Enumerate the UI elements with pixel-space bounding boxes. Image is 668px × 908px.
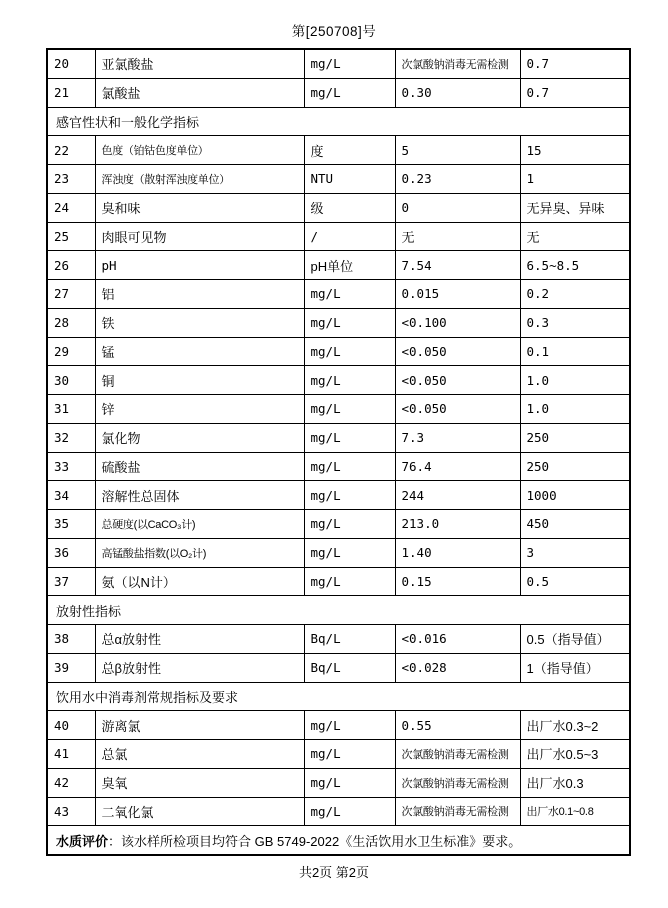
cell-measured-value-text: 0.015 [401,286,440,302]
cell-indicator-name-text: 二氧化氯 [101,804,154,820]
cell-limit-value-text: 15 [526,142,542,158]
cell-measured-value [395,337,520,366]
evaluation-label: 水质评价 [56,833,109,849]
cell-index [47,49,95,78]
cell-limit-value-text: 0.2 [526,286,550,302]
cell-limit-value-text: 250 [526,458,550,474]
cell-index-text: 34 [54,487,70,503]
cell-measured-value-text: <0.100 [401,315,447,331]
cell-index-text: 33 [54,458,70,474]
cell-unit-text: NTU [310,171,334,187]
cell-limit-value [520,78,630,107]
cell-index-text: 28 [54,315,70,331]
cell-measured-value [395,797,520,826]
table-body [47,49,630,855]
cell-limit-value [520,625,630,654]
cell-index-text: 38 [54,631,70,647]
cell-unit [304,280,395,309]
cell-limit-value-text: 出厂水0.5~3 [526,747,599,763]
cell-limit-value [520,280,630,309]
cell-indicator-name [95,165,304,194]
cell-unit-text: mg/L [310,717,341,733]
cell-index [47,165,95,194]
cell-indicator-name-text: 臭氧 [101,776,128,792]
cell-indicator-name [95,78,304,107]
cell-limit-value-text: 出厂水0.3~2 [526,718,599,734]
cell-limit-value [520,481,630,510]
cell-measured-value [395,481,520,510]
cell-indicator-name [95,538,304,567]
table-row [47,423,630,452]
cell-index [47,653,95,682]
cell-indicator-name [95,280,304,309]
cell-unit-text: mg/L [310,573,341,589]
cell-index [47,625,95,654]
cell-unit-text: 度 [310,143,324,159]
cell-unit-text: mg/L [310,401,341,417]
cell-index-text: 21 [54,85,70,101]
cell-measured-value-text: 7.3 [401,430,425,446]
table-row [47,768,630,797]
cell-indicator-name [95,797,304,826]
cell-unit [304,711,395,740]
cell-measured-value-text: 0 [401,200,410,216]
section-header: 饮用水中消毒剂常规指标及要求 [47,682,630,711]
cell-index [47,481,95,510]
cell-index [47,366,95,395]
cell-indicator-name-text: 亚氯酸盐 [101,57,154,73]
cell-index-text: 31 [54,401,70,417]
cell-indicator-name-text: 溶解性总固体 [101,488,180,504]
cell-limit-value [520,768,630,797]
cell-indicator-name [95,193,304,222]
evaluation-row [47,826,630,855]
cell-index [47,395,95,424]
cell-measured-value [395,280,520,309]
cell-measured-value [395,538,520,567]
cell-indicator-name-text: 总硬度(以CaCO₃计) [101,518,196,531]
cell-limit-value-text: 出厂水0.3 [526,776,584,792]
cell-unit [304,222,395,251]
cell-indicator-name [95,423,304,452]
cell-unit-text: mg/L [310,746,341,762]
cell-index [47,740,95,769]
table-row [47,538,630,567]
cell-measured-value [395,366,520,395]
cell-unit [304,165,395,194]
cell-measured-value-text: 次氯酸钠消毒无需检测 [401,777,509,790]
cell-limit-value [520,797,630,826]
table-row [47,567,630,596]
cell-limit-value-text: 无 [526,229,540,245]
cell-measured-value-text: <0.050 [401,372,447,388]
cell-measured-value-text: 次氯酸钠消毒无需检测 [401,748,509,761]
cell-indicator-name-text: 色度（铂钴色度单位） [101,145,209,158]
cell-indicator-name [95,251,304,280]
table-row [47,711,630,740]
cell-unit [304,395,395,424]
cell-limit-value [520,653,630,682]
cell-unit [304,452,395,481]
cell-limit-value-text: 0.7 [526,56,550,72]
cell-measured-value-text: 0.55 [401,717,432,733]
cell-limit-value-text: 1000 [526,487,557,503]
cell-unit [304,49,395,78]
cell-limit-value [520,423,630,452]
cell-indicator-name [95,653,304,682]
cell-unit-text: mg/L [310,775,341,791]
section-row [47,682,630,711]
cell-measured-value-text: 76.4 [401,458,432,474]
cell-index [47,251,95,280]
table-row [47,740,630,769]
cell-indicator-name [95,452,304,481]
cell-unit-text: 级 [310,201,324,217]
cell-limit-value [520,49,630,78]
cell-measured-value-text: <0.016 [401,631,447,647]
cell-index-text: 35 [54,516,70,532]
cell-index-text: 22 [54,142,70,158]
cell-limit-value [520,711,630,740]
cell-limit-value-text: 1.0 [526,401,550,417]
section-row [47,107,630,136]
cell-measured-value-text: 7.54 [401,257,432,273]
cell-index [47,337,95,366]
cell-index [47,510,95,539]
table-row [47,222,630,251]
cell-index-text: 24 [54,200,70,216]
cell-limit-value-text: 0.7 [526,85,550,101]
section-header: 感官性状和一般化学指标 [47,107,630,136]
cell-limit-value [520,395,630,424]
table-row [47,193,630,222]
cell-indicator-name [95,625,304,654]
cell-limit-value-text: 1 [526,171,535,187]
cell-measured-value [395,653,520,682]
cell-measured-value [395,308,520,337]
cell-unit [304,740,395,769]
table-row [47,625,630,654]
cell-indicator-name-text: pH [101,257,117,273]
cell-measured-value [395,222,520,251]
cell-measured-value-text: 213.0 [401,516,440,532]
cell-limit-value [520,366,630,395]
cell-indicator-name [95,308,304,337]
table-row [47,49,630,78]
cell-measured-value-text: <0.028 [401,660,447,676]
page-footer: 共2页 第2页 [298,865,370,880]
evaluation-text: ：该水样所检项目均符合 GB 5749-2022《生活饮用水卫生标准》要求。 [108,833,522,849]
cell-indicator-name-text: 高锰酸盐指数(以O₂计) [101,547,207,560]
cell-indicator-name [95,740,304,769]
cell-indicator-name-text: 肉眼可见物 [101,229,167,245]
cell-limit-value-text: 3 [526,545,535,561]
cell-unit [304,337,395,366]
cell-index-text: 42 [54,775,70,791]
cell-unit [304,366,395,395]
cell-indicator-name-text: 氨（以N计） [101,574,176,590]
cell-index [47,567,95,596]
cell-limit-value-text: 1（指导值） [526,661,599,677]
cell-measured-value-text: 次氯酸钠消毒无需检测 [401,806,509,819]
cell-unit-text: mg/L [310,803,341,819]
cell-indicator-name [95,711,304,740]
cell-indicator-name-text: 浑浊度（散射浑浊度单位） [101,173,230,186]
cell-index [47,193,95,222]
cell-index [47,78,95,107]
cell-unit [304,538,395,567]
cell-measured-value [395,625,520,654]
cell-index-text: 36 [54,545,70,561]
cell-index [47,768,95,797]
cell-indicator-name-text: 总β放射性 [101,661,161,677]
cell-measured-value [395,423,520,452]
cell-limit-value [520,740,630,769]
cell-index-text: 39 [54,660,70,676]
cell-measured-value-text: 5 [401,142,410,158]
cell-measured-value [395,136,520,165]
cell-indicator-name-text: 臭和味 [101,201,141,217]
cell-unit-text: Bq/L [310,660,341,676]
cell-measured-value-text: 次氯酸钠消毒无需检测 [401,58,509,71]
cell-limit-value [520,136,630,165]
cell-indicator-name [95,49,304,78]
cell-limit-value-text: 0.3 [526,315,550,331]
cell-unit [304,510,395,539]
cell-index [47,222,95,251]
cell-limit-value-text: 0.5 [526,573,550,589]
cell-measured-value-text: 0.15 [401,573,432,589]
table-row [47,653,630,682]
cell-measured-value [395,567,520,596]
cell-limit-value [520,538,630,567]
cell-unit [304,423,395,452]
cell-index-text: 32 [54,430,70,446]
cell-indicator-name-text: 锌 [101,402,115,418]
cell-unit-text: mg/L [310,315,341,331]
cell-unit [304,797,395,826]
cell-measured-value [395,395,520,424]
section-row [47,596,630,625]
cell-measured-value-text: <0.050 [401,401,447,417]
table-row [47,481,630,510]
cell-index-text: 20 [54,56,70,72]
cell-index [47,280,95,309]
cell-unit [304,625,395,654]
table-row [47,510,630,539]
cell-unit [304,78,395,107]
cell-indicator-name-text: 铁 [101,316,115,332]
cell-limit-value [520,567,630,596]
cell-unit-text: mg/L [310,343,341,359]
cell-unit [304,653,395,682]
cell-limit-value [520,308,630,337]
cell-unit-text: mg/L [310,56,341,72]
cell-indicator-name [95,366,304,395]
cell-unit-text: mg/L [310,516,341,532]
cell-index-text: 23 [54,171,70,187]
cell-indicator-name [95,481,304,510]
cell-limit-value [520,337,630,366]
cell-index [47,797,95,826]
cell-unit [304,567,395,596]
cell-index-text: 25 [54,228,70,244]
table-row [47,366,630,395]
table-row [47,251,630,280]
cell-limit-value [520,510,630,539]
cell-unit [304,193,395,222]
cell-indicator-name [95,768,304,797]
cell-limit-value-text: 250 [526,430,550,446]
cell-measured-value [395,740,520,769]
cell-limit-value [520,222,630,251]
cell-index [47,452,95,481]
cell-limit-value-text: 6.5~8.5 [526,257,580,273]
table-row [47,136,630,165]
table-row [47,452,630,481]
cell-limit-value [520,452,630,481]
cell-index-text: 29 [54,343,70,359]
cell-unit-text: Bq/L [310,631,341,647]
cell-index [47,136,95,165]
table-row [47,78,630,107]
water-quality-table [46,48,631,856]
cell-indicator-name-text: 氯化物 [101,431,141,447]
table-row [47,308,630,337]
cell-unit [304,251,395,280]
cell-indicator-name [95,222,304,251]
document-number-title: 第[250708]号 [291,24,377,39]
cell-indicator-name [95,136,304,165]
cell-unit-text: mg/L [310,458,341,474]
cell-index [47,538,95,567]
cell-measured-value [395,510,520,539]
cell-unit-text: mg/L [310,545,341,561]
table-row [47,337,630,366]
cell-measured-value-text: <0.050 [401,343,447,359]
cell-measured-value [395,78,520,107]
cell-index [47,423,95,452]
cell-limit-value-text: 出厂水0.1~0.8 [526,806,594,819]
cell-indicator-name [95,510,304,539]
cell-measured-value [395,165,520,194]
table-row [47,797,630,826]
cell-index-text: 26 [54,257,70,273]
cell-measured-value [395,251,520,280]
section-header: 放射性指标 [47,596,630,625]
cell-indicator-name-text: 铝 [101,287,115,303]
cell-indicator-name-text: 铜 [101,373,115,389]
cell-unit-text: mg/L [310,286,341,302]
cell-index-text: 43 [54,803,70,819]
cell-limit-value-text: 0.5（指导值） [526,632,610,648]
cell-measured-value [395,49,520,78]
cell-measured-value [395,193,520,222]
cell-measured-value [395,711,520,740]
cell-indicator-name-text: 总α放射性 [101,632,162,648]
cell-indicator-name-text: 氯酸盐 [101,86,141,102]
cell-limit-value-text: 无异臭、异味 [526,201,605,217]
evaluation-cell [47,826,630,855]
cell-unit-text: mg/L [310,372,341,388]
cell-measured-value-text: 0.30 [401,85,432,101]
cell-limit-value [520,165,630,194]
table-row [47,280,630,309]
cell-unit-text: pH单位 [310,258,354,274]
cell-indicator-name [95,395,304,424]
cell-limit-value [520,193,630,222]
cell-limit-value-text: 450 [526,516,550,532]
cell-index-text: 40 [54,717,70,733]
cell-unit-text: / [310,228,319,244]
cell-measured-value-text: 244 [401,487,425,503]
cell-index-text: 30 [54,372,70,388]
cell-indicator-name [95,337,304,366]
cell-measured-value [395,452,520,481]
cell-unit [304,481,395,510]
cell-index-text: 27 [54,286,70,302]
table-row [47,395,630,424]
cell-unit-text: mg/L [310,487,341,503]
cell-measured-value-text: 1.40 [401,545,432,561]
cell-unit-text: mg/L [310,430,341,446]
cell-unit [304,136,395,165]
cell-indicator-name-text: 游离氯 [101,718,141,734]
cell-measured-value-text: 无 [401,229,415,245]
cell-limit-value-text: 1.0 [526,372,550,388]
cell-measured-value [395,768,520,797]
cell-indicator-name [95,567,304,596]
cell-index [47,711,95,740]
cell-index-text: 37 [54,573,70,589]
cell-unit [304,308,395,337]
cell-unit-text: mg/L [310,85,341,101]
cell-index-text: 41 [54,746,70,762]
cell-unit [304,768,395,797]
cell-indicator-name-text: 硫酸盐 [101,459,141,475]
table-row [47,165,630,194]
cell-measured-value-text: 0.23 [401,171,432,187]
cell-limit-value-text: 0.1 [526,343,550,359]
cell-index [47,308,95,337]
cell-limit-value [520,251,630,280]
cell-indicator-name-text: 总氯 [101,747,128,763]
cell-indicator-name-text: 锰 [101,344,115,360]
